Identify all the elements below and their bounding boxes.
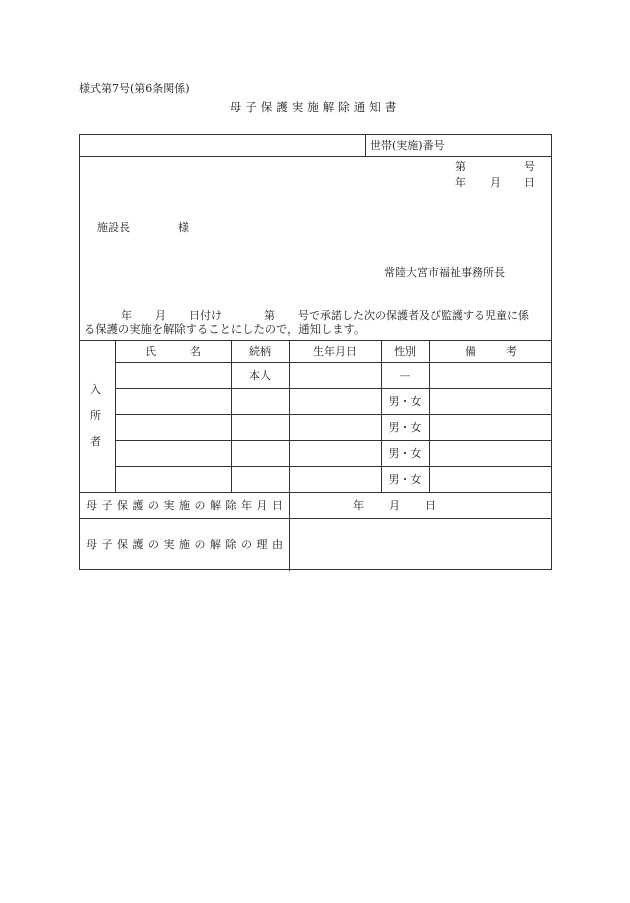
remarks-header: [465, 345, 517, 358]
rule: [115, 414, 551, 415]
row-1-sex: —: [399, 369, 411, 382]
termination-date-label-char: 子: [101, 499, 113, 512]
remarks-header-char: 備: [465, 345, 476, 358]
termination-reason-label-char: 保: [117, 538, 128, 551]
row-4-sex: 男・女: [388, 447, 422, 460]
number-prefix: 第: [455, 160, 466, 173]
termination-date-label-char: 年: [241, 499, 252, 512]
termination-reason-label-char: の: [148, 538, 159, 551]
form-number: 様式第7号(第6条関係): [79, 82, 190, 95]
household-number-label: 世帯(実施)番号: [370, 139, 445, 152]
issue-date-day: 日: [524, 176, 535, 189]
notice-day-dated: 日付け: [189, 309, 222, 322]
termination-reason-label: [86, 538, 283, 551]
termination-reason-label-char: 施: [179, 538, 190, 551]
notice-year: 年: [121, 309, 132, 322]
termination-reason-label-char: の: [194, 538, 206, 551]
termination-date-label-char: 実: [163, 499, 175, 512]
rule: [289, 340, 290, 571]
name-header-char: 氏: [145, 345, 156, 358]
termination-reason-label-char: の: [241, 538, 252, 551]
residents-label-2: 所: [90, 409, 101, 422]
addressee-honorific: 様: [178, 221, 189, 234]
row-2-sex: 男・女: [388, 395, 422, 408]
rule: [381, 340, 382, 492]
termination-date-label-char: 除: [225, 499, 237, 512]
termination-reason-label-char: 理: [256, 538, 268, 551]
termination-date-label-char: 護: [132, 499, 144, 512]
termination-date-label-char: の: [148, 499, 159, 512]
termination-reason-label-char: 子: [101, 538, 113, 551]
termination-date-label-char: の: [194, 499, 206, 512]
residents-label-1: 入: [90, 383, 101, 396]
name-header-char: 名: [190, 345, 201, 358]
sender-name: 常陸大宮市福祉事務所長: [384, 266, 505, 279]
birthdate-header: 生年月日: [313, 345, 357, 358]
residents-label-3: 者: [90, 435, 101, 448]
relationship-header: 続柄: [249, 345, 271, 358]
termination-reason-label-char: 母: [86, 538, 97, 551]
termination-reason-label-char: 解: [210, 538, 221, 551]
termination-date-label-char: 解: [210, 499, 221, 512]
issue-date-month: 月: [490, 176, 501, 189]
rule: [80, 156, 551, 157]
rule: [80, 340, 551, 341]
name-header: [145, 345, 201, 358]
notice-line1: 号で承諾した次の保護者及び監護する児童に係: [298, 309, 529, 322]
addressee-label: 施設長: [97, 221, 130, 234]
termination-reason-label-char: 護: [132, 538, 144, 551]
rule: [231, 340, 232, 492]
row-3-sex: 男・女: [388, 421, 422, 434]
termination-day: 日: [425, 499, 436, 512]
row-5-sex: 男・女: [388, 473, 422, 486]
termination-year: 年: [353, 499, 364, 512]
rule: [80, 492, 551, 493]
termination-reason-label-char: 除: [225, 538, 237, 551]
termination-date-label-char: 月: [256, 499, 268, 512]
termination-date-label-char: 母: [86, 499, 97, 512]
notice-form: [79, 134, 552, 570]
rule: [115, 440, 551, 441]
termination-reason-label-char: 由: [272, 538, 283, 551]
number-suffix: 号: [524, 160, 535, 173]
issue-date-year: 年: [455, 176, 466, 189]
termination-month: 月: [389, 499, 400, 512]
termination-reason-label-char: 実: [163, 538, 175, 551]
notice-number-prefix: 第: [264, 309, 275, 322]
termination-date-label-char: 保: [117, 499, 128, 512]
rule: [365, 135, 366, 156]
termination-date-label: [86, 499, 283, 512]
rule: [115, 340, 116, 492]
termination-date-label-char: 日: [272, 499, 283, 512]
termination-date-label-char: 施: [179, 499, 190, 512]
row-1-relationship: 本人: [249, 369, 271, 382]
sex-header: 性別: [394, 345, 416, 358]
document-title: 母子保護実施解除通知書: [229, 100, 401, 114]
notice-month: 月: [155, 309, 166, 322]
rule: [429, 340, 430, 492]
rule: [80, 518, 551, 519]
rule: [115, 466, 551, 467]
rule: [115, 388, 551, 389]
rule: [115, 362, 551, 363]
remarks-header-char: 考: [506, 345, 517, 358]
notice-line2: る保護の実施を解除することにしたので，通知します。: [84, 323, 366, 336]
